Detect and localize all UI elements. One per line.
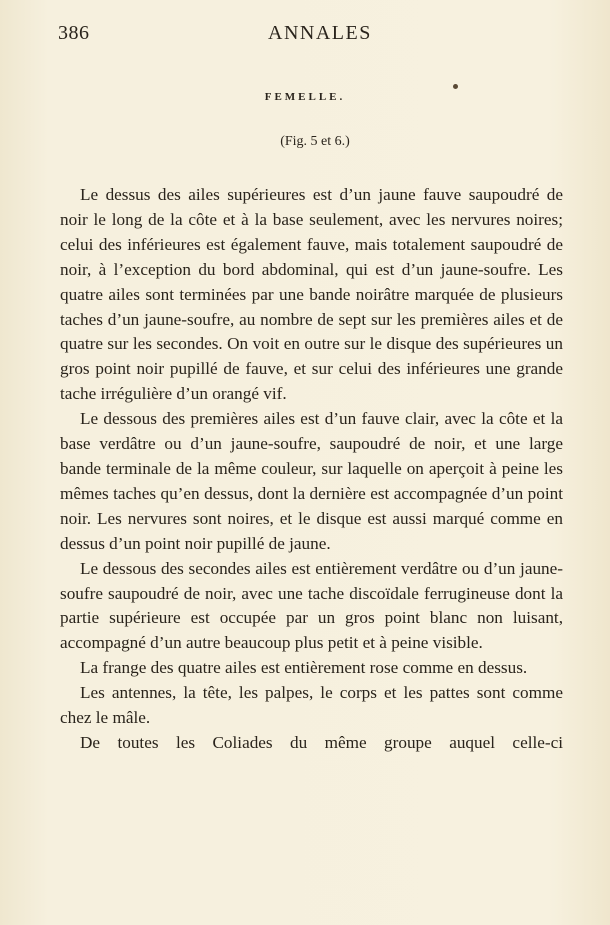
figure-reference: (Fig. 5 et 6.): [280, 134, 350, 149]
paragraph: La frange des quatre ailes est entièrement rose comme en dessus.: [80, 658, 528, 678]
paragraph: Le dessous des premières ailes est d’un fauve clair, avec la côte et la base verdâtre ou d’un jaune-soufre, saupoudré de noir, et une large bande terminale de la même couleur, sur laquelle on aperçoit à peine les mêmes taches qu’en dessus, dont la dernière est accompagnée d’un point noir. Les nervures sont noires, et le disque est aussi marqué comme en dessus d’un point noir pupillé de jaune.: [60, 409, 563, 553]
ink-spot: [453, 84, 458, 89]
paragraph: Le dessous des secondes ailes est entièrement verdâtre ou d’un jaune-soufre saupoudré de noir, avec une tache discoïdale ferrugineuse dont la partie supérieure est occupée par un gros point blanc non luisant, accompagné d’un autre beaucoup plus petit et à peine visible.: [60, 558, 563, 653]
paragraph: Les antennes, la tête, les palpes, le corps et les pattes sont comme chez le mâle.: [60, 683, 563, 728]
body-text: [60, 183, 563, 756]
paragraph: Le dessus des ailes supérieures est d’un jaune fauve saupoudré de noir le long de la côte et à la base seulement, avec les nervures noires; celui des inférieures est également fauve, mais totalement saupoudré de noir, à l’exception du bord abdominal, qui est d’un jaune-soufre. Les quatre ailes sont terminées par une bande noirâtre marquée de plusieurs taches d’un jaune-soufre, au nombre de sept sur les premières ailes et de quatre sur les secondes. On voit en outre sur le disque des supérieures un gros point noir pupillé de fauve, et sur celui des inférieures une grande tache irrégulière d’un orangé vif.: [60, 185, 563, 404]
page-header: [58, 22, 578, 50]
page-number: 386: [58, 22, 90, 44]
paragraph: De toutes les Coliades du même groupe auquel celle-ci: [80, 732, 563, 752]
section-heading: FEMELLE.: [264, 91, 346, 103]
running-title: ANNALES: [268, 22, 372, 44]
